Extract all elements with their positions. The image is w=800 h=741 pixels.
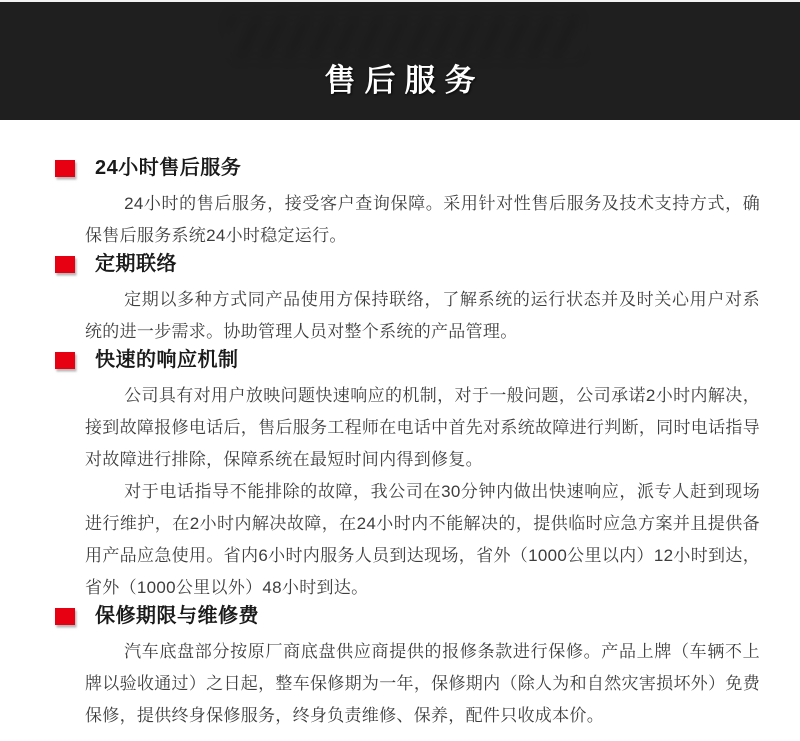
section-heading-row (0, 348, 800, 372)
section-regular-contact (0, 252, 800, 348)
section-paragraph: 定期以多种方式同产品使用方保持联络，了解系统的运行状态并及时关心用户对系统的进一步需求。协助管理人员对整个系统的产品管理。 (85, 290, 760, 341)
page-header (0, 0, 800, 120)
red-square-bullet-icon (55, 352, 75, 369)
section-24h-service (0, 156, 800, 252)
section-heading-row (0, 604, 800, 628)
section-warranty (0, 604, 800, 732)
section-heading: 定期联络 (95, 253, 177, 275)
page-title: 售后服务 (324, 63, 485, 98)
section-fast-response (0, 348, 800, 604)
section-paragraph: 公司具有对用户放映问题快速响应的机制，对于一般问题，公司承诺2小时内解决，接到故障报修电话后，售后服务工程师在电话中首先对系统故障进行判断，同时电话指导对故障进行排除，保障系统在最短时间内得到修复。 (85, 386, 760, 469)
red-square-bullet-icon (55, 256, 75, 273)
section-heading: 保修期限与维修费 (95, 605, 259, 627)
section-heading-row (0, 156, 800, 180)
watermark-smudge (230, 16, 580, 58)
section-heading: 快速的响应机制 (95, 349, 239, 371)
section-paragraph: 汽车底盘部分按原厂商底盘供应商提供的报修条款进行保修。产品上牌（车辆不上牌以验收通过）之日起，整车保修期为一年，保修期内（除人为和自然灾害损坏外）免费保修，提供终身保修服务，终身负责维修、保养，配件只收成本价。 (85, 642, 760, 725)
after-sales-content (0, 120, 800, 732)
red-square-bullet-icon (55, 160, 75, 177)
red-square-bullet-icon (55, 608, 75, 625)
section-paragraph: 对于电话指导不能排除的故障，我公司在30分钟内做出快速响应，派专人赶到现场进行维护，在2小时内解决故障，在24小时内不能解决的，提供临时应急方案并且提供备用产品应急使用。省内6小时内服务人员到达现场，省外（1000公里以内）12小时到达，省外（1000公里以外）48小时到达。 (85, 482, 760, 597)
section-heading: 24小时售后服务 (95, 157, 242, 179)
section-heading-row (0, 252, 800, 276)
section-paragraph: 24小时的售后服务，接受客户查询保障。采用针对性售后服务及技术支持方式，确保售后服务系统24小时稳定运行。 (85, 194, 760, 245)
